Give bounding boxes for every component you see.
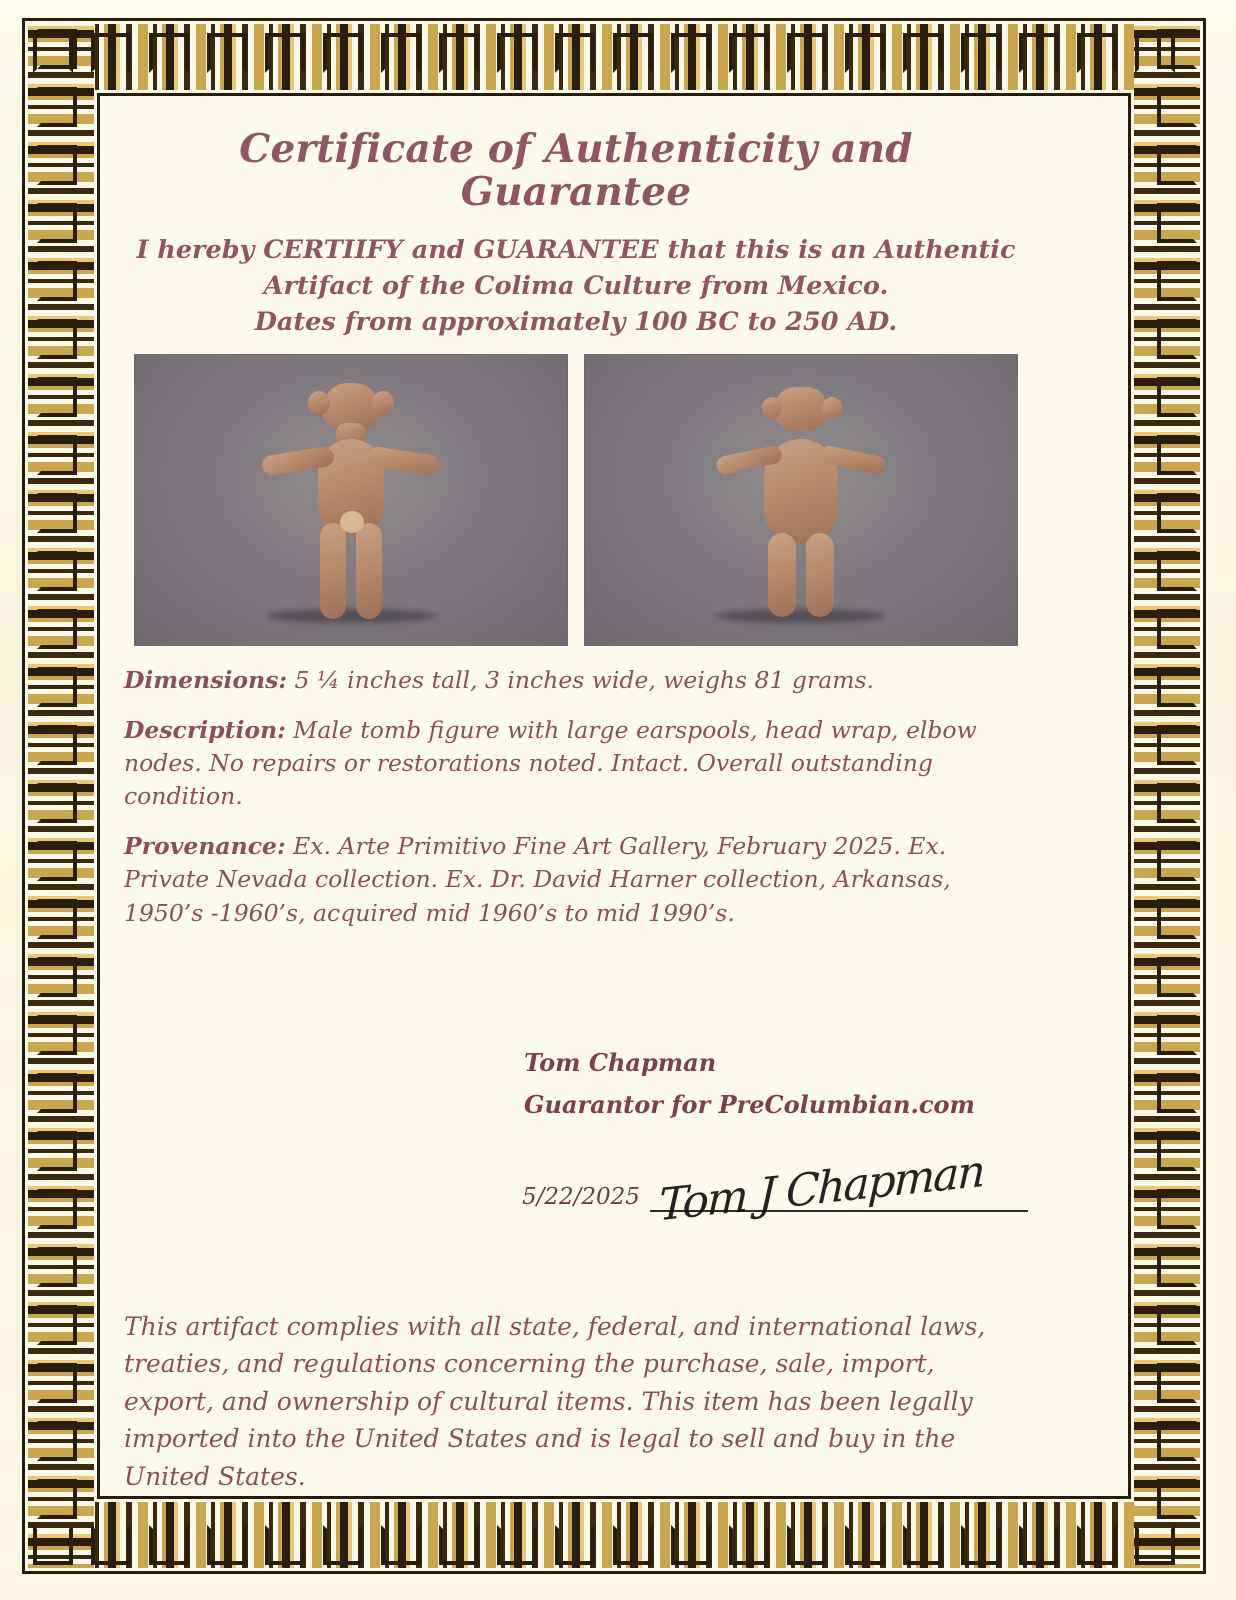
greek-key-border-bottom [28,1502,1200,1568]
greek-key-border-right [1134,24,1200,1568]
field-description [124,714,1028,814]
figure-front-silhouette [256,383,446,619]
field-description-label: Description: [124,715,286,744]
field-description-value: Male tomb figure with large earspools, head wrap, elbow nodes. No repairs or restorations noted. Intact. Overall outstanding condition. [124,715,977,811]
certification-statement [136,232,1016,341]
field-provenance [124,830,1028,930]
signer-name: Tom Chapman [524,1047,717,1077]
signature-date: 5/22/2025 [522,1183,640,1210]
artifact-photo-gallery [124,354,1028,646]
certification-line-2: Artifact of the Colima Culture from Mexico. [263,270,889,301]
greek-key-border-left [28,24,94,1568]
greek-key-border-top [28,24,1200,90]
field-provenance-label: Provenance: [124,831,286,860]
field-dimensions [124,664,1028,697]
signer-role: Guarantor for PreColumbian.com [524,1089,975,1119]
signature-row [124,1145,1028,1232]
certificate-content [96,96,1056,1498]
certification-line-1: I hereby CERTIIFY and GUARANTEE that this is an Authentic [136,234,1016,265]
figure-back-silhouette [706,387,896,617]
artifact-photo-back [584,354,1018,646]
handwritten-signature: Tom J Chapman [657,1145,985,1232]
artifact-photo-front [134,354,568,646]
legal-compliance-text: This artifact complies with all state, federal, and international laws, treaties, and regulations concerning the purchase, sale, import, export, and ownership of cultural items. This item has been legally imported into the United States and is legal to sell and buy in the United States. [124,1311,986,1491]
signer-block [124,1042,1028,1126]
field-dimensions-label: Dimensions: [124,666,288,695]
certification-line-3: Dates from approximately 100 BC to 250 AD. [254,307,898,338]
signature-line [650,1145,1028,1232]
field-dimensions-value: 5 ¼ inches tall, 3 inches wide, weighs 81 grams. [287,666,875,695]
page-title: Certificate of Authenticity and Guarantee [239,126,913,215]
field-provenance-value: Ex. Arte Primitivo Fine Art Gallery, February 2025. Ex. Private Nevada collection. Ex. Dr. David Harner collection, Arkansas, 1950’s -1960’s, acquired mid 1960’s to mid 1990’s. [124,831,951,927]
